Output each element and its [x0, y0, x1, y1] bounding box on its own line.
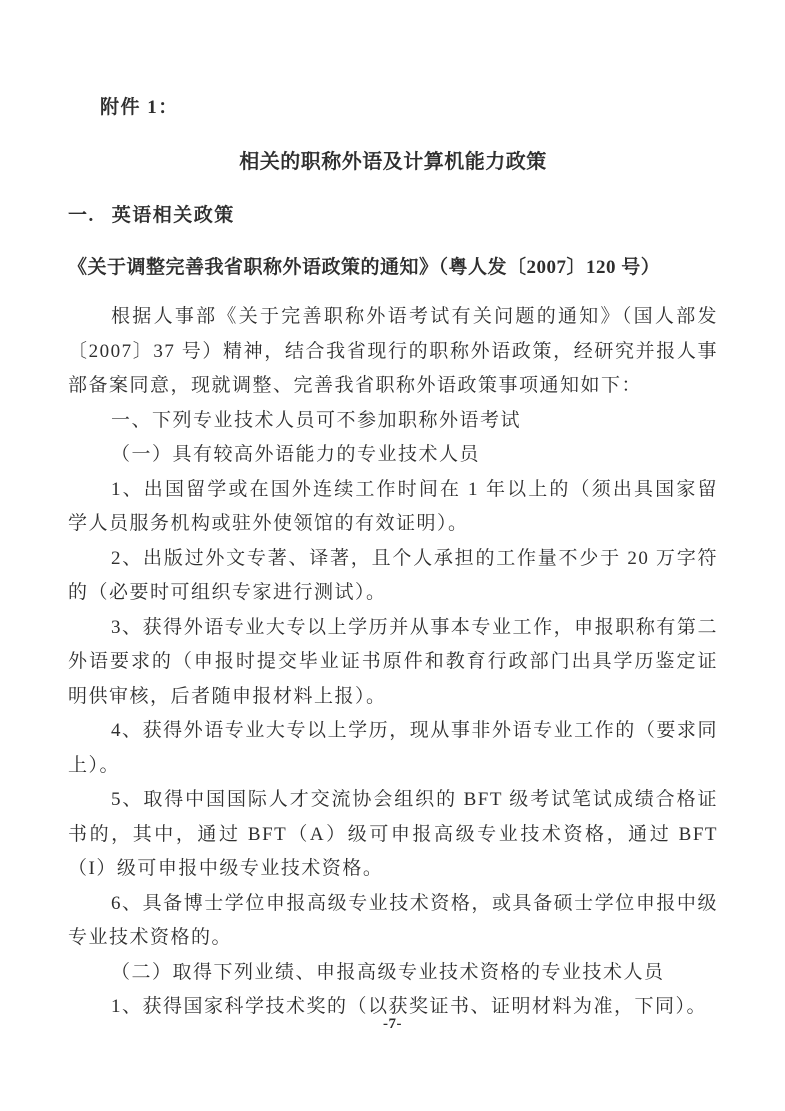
paragraph: 4、获得外语专业大专以上学历，现从事非外语专业工作的（要求同上）。	[68, 720, 718, 776]
section-label: 英语相关政策	[111, 205, 235, 226]
paragraph: 3、获得外语专业大专以上学历并从事本专业工作，申报职称有第二外语要求的（申报时提交毕业证书原件和教育行政部门出具学历鉴定证明供审核，后者随申报材料上报）。	[68, 616, 718, 707]
notice-heading: 《关于调整完善我省职称外语政策的通知》（粤人发〔2007〕120 号）	[68, 257, 661, 278]
attachment-label: 附件 1：	[100, 97, 179, 118]
paragraph: 1、获得国家科学技术奖的（以获奖证书、证明材料为准，下同）。	[111, 996, 708, 1017]
paragraph: （二）取得下列业绩、申报高级专业技术资格的专业技术人员	[111, 961, 665, 983]
paragraph: 2、出版过外文专著、译著，且个人承担的工作量不少于 20 万字符的（必要时可组织专家进行测试）。	[68, 547, 718, 603]
section-heading	[68, 204, 718, 228]
section-number: 一.	[68, 205, 95, 226]
page-number: -7-	[383, 1016, 402, 1032]
paragraph: 根据人事部《关于完善职称外语考试有关问题的通知》（国人部发〔2007〕37 号）精神，结合我省现行的职称外语政策，经研究并报人事部备案同意，现就调整、完善我省职称外语政策事项通知如下：	[68, 306, 718, 396]
paragraph: （一）具有较高外语能力的专业技术人员	[111, 444, 481, 465]
paragraph: 5、取得中国国际人才交流协会组织的 BFT 级考试笔试成绩合格证书的，其中，通过 BFT（A）级可申报高级专业技术资格，通过 BFT（I）级可申报中级专业技术资格。	[68, 789, 718, 879]
paragraph: 一、下列专业技术人员可不参加职称外语考试	[111, 409, 522, 431]
paragraph: 1、出国留学或在国外连续工作时间在 1 年以上的（须出具国家留学人员服务机构或驻外使领馆的有效证明）。	[68, 478, 718, 534]
document-body	[68, 300, 718, 1025]
paragraph: 6、具备博士学位申报高级专业技术资格，或具备硕士学位申报中级专业技术资格的。	[68, 892, 718, 948]
page-title: 相关的职称外语及计算机能力政策	[239, 151, 547, 173]
